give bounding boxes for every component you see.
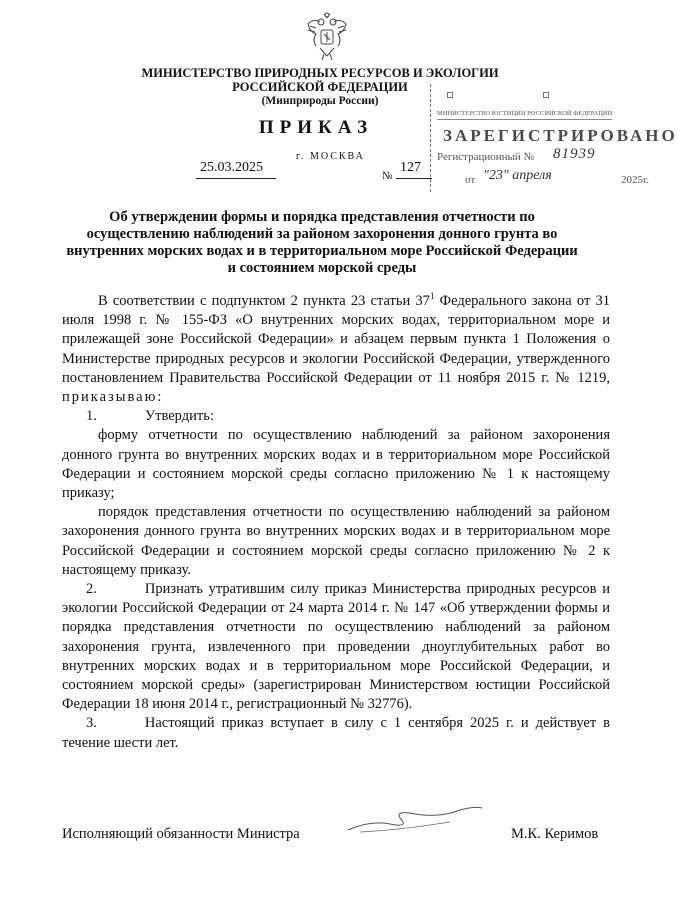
intro-paragraph: В соответствии с подпунктом 2 пункта 23 статьи $37^1$ Федерального закона от 31 июля 1998 г. № 155-ФЗ «О внутренних морских водах, территориальном море и прилежащей зоне Российской Федерации» и абзацем первым пункта 1 Положения о Министерстве природных ресурсов и экологии Российской Федерации, утвержденного постановлением Правительства Российской Федерации от 11 ноября 2015 г. № 1219, приказываю:: [62, 291, 611, 406]
stamp-corner-mark: [447, 92, 453, 98]
order-heading: ПРИКАЗ: [258, 117, 374, 138]
stamp-registered: ЗАРЕГИСТРИРОВАНО: [443, 126, 678, 145]
order-number: 127: [400, 160, 421, 175]
stamp-reg-label: Регистрационный №: [437, 151, 535, 163]
document-title: Об утверждении формы и порядка представления отчетности по осуществлению наблюдений за районом захоронения донного грунта во внутренних морских водах и в территориальном море Российской Федерации и состоянием морской среды: [66, 209, 578, 276]
order-date: 25.03.2025: [200, 160, 263, 175]
date-underline: [196, 178, 276, 179]
coat-of-arms-icon: [302, 10, 352, 62]
number-underline: [396, 178, 432, 179]
item-2: 2. Признать утратившим силу приказ Министерства природных ресурсов и экологии Российской Федерации от 24 марта 2014 г. № 147 «Об утверждении формы и порядка представления отчетности по осуществлению наблюдений за районом захоронения грунта, извлеченного при проведении дноуглубительных работ во внутренних морских водах и в территориальном море Российской Федерации, и состоянием морской среды» (зарегистрирован Министерством юстиции Российской Федерации 18 июня 2014 г., регистрационный № 32776).: [62, 581, 610, 713]
item-1-a: форму отчетности по осуществлению наблюдений за районом захоронения донного грунта во внутренних морских водах и в территориальном море Российской Федерации и состоянием морской среды согласно приложению № 1 к настоящему приказу;: [62, 427, 610, 502]
stamp-corner-mark: [543, 92, 549, 98]
document-body: [62, 292, 610, 753]
signatory-name: М.К. Керимов: [511, 826, 599, 842]
ministry-short-name: (Минприроды России): [261, 95, 379, 107]
stamp-year: 2025г.: [621, 174, 650, 186]
number-sign: №: [382, 170, 393, 182]
registration-stamp: [430, 84, 678, 192]
ministry-name-line2: РОССИЙСКОЙ ФЕДЕРАЦИИ: [232, 80, 408, 94]
order-word: приказываю:: [62, 389, 164, 406]
stamp-from-date: "23" апреля: [483, 168, 552, 183]
item-3: 3. Настоящий приказ вступает в силу с 1 сентября 2025 г. и действует в течение шести лет.: [62, 715, 610, 751]
stamp-from-label: от: [465, 174, 476, 186]
item-1-b: порядок представления отчетности по осуществлению наблюдений за районом захоронения донного грунта во внутренних морских водах и в территориальном море Российской Федерации и состоянием морской среды согласно приложению № 2 к настоящему приказу.: [62, 504, 610, 578]
superscript: 1: [429, 291, 435, 302]
handwritten-signature: [340, 800, 490, 840]
signatory-position: Исполняющий обязанности Министра: [62, 826, 300, 842]
item-1: 1. Утвердить:: [86, 408, 214, 425]
stamp-reg-number: 81939: [553, 146, 596, 162]
ministry-name-line1: МИНИСТЕРСТВО ПРИРОДНЫХ РЕСУРСОВ И ЭКОЛОГИИ: [141, 66, 499, 80]
order-city: г. МОСКВА: [296, 151, 365, 162]
stamp-organization: МИНИСТЕРСТВО ЮСТИЦИИ РОССИЙСКОЙ ФЕДЕРАЦИИ: [437, 110, 612, 120]
